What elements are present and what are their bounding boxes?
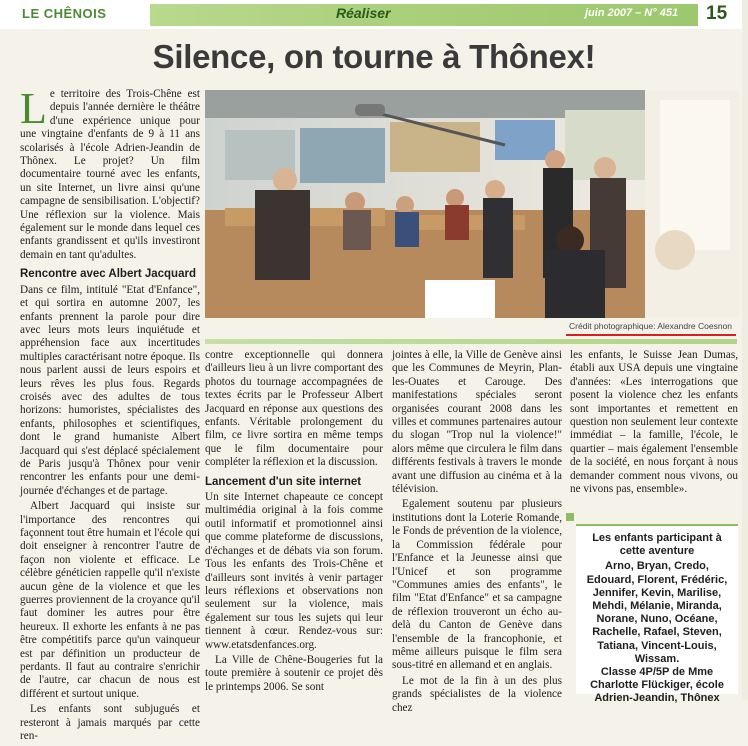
participants-names: Arno, Bryan, Credo, Edouard, Florent, Frédéric, Jennifer, Kevin, Marilise, Mehdi, Mélanie, Miranda, Norane, Nuno, Océane, Rachelle, Rafael, Steven, Tatiana, Vincent-Louis, Wissam. <box>586 560 728 665</box>
credit-underline <box>566 334 736 336</box>
subheading-site: Lancement d'un site internet <box>205 475 362 488</box>
page-number: 15 <box>706 3 728 24</box>
intro-paragraph: Le territoire des Trois-Chêne est depuis l'année dernière le théâtre d'une expérience unique pour une vingtaine d'enfants de 9 à 11 ans scolarisés à l'école Adrien-Jeandin de Thônex. Le projet? Un film documentaire tourné avec les enfants, un site Internet, un livre ainsi qu'une campagne de sensibilisation. L'objectif? Une réflexion sur la violence. Mais également sur le monde dans lequel ces enfants grandissent et qu'ils investiront demain en tant qu'adultes. <box>20 84 200 261</box>
column-4 <box>570 349 738 498</box>
paragraph: Egalement soutenu par plusieurs institutions dont la Loterie Romande, le Fonds de prévention de la violence, la Commission fédérale pour l'Enfance et la Jeunesse ainsi que l'Unicef et son programme "Communes amies des enfants", le film "Etat d'Enfance" et sa campagne de réflexion trouveront un écho au-delà du Canton de Genève dans l'ensemble de la francophonie, et même ailleurs puisque le film sera sous-titré en allemand et en anglais. <box>392 498 562 672</box>
box-title: Les enfants participant à cette aventure <box>592 532 722 558</box>
subheading-jacquard: Rencontre avec Albert Jacquard <box>20 268 196 281</box>
photo-credit: Crédit photographique: Alexandre Coesnon <box>569 321 733 331</box>
paragraph: Albert Jacquard qui insiste sur l'importance des rencontres qui façonnent tout être humain et l'école qui doit enseigner à rencontrer l'autre de façon non violente et efficace. Le célèbre généticien rappelle qu'il n'existe aucun gène de la violence et que les guerres proviennent de la croyance qu'il faut dominer les autres pour être heureux. Il exhorte les enfants à ne pas être compétitifs parce qu'un vainqueur est par définition un producteur de perdants. Il faut au contraire s'enrichir de l'autre, car chacun de nous est différent et surtout unique. <box>20 500 200 700</box>
paragraph: Les enfants sont subjugués et resteront à jamais marqués par cette ren- <box>20 703 200 743</box>
section-title: Réaliser <box>336 5 391 21</box>
box-marker <box>566 513 574 521</box>
paragraph: Un site Internet chapeaute ce concept multimédia original à la fois comme outil informatif et promotionnel ainsi que comme plateforme de discussions, d'échanges et de débats via son forum. Tous les enfants des Trois-Chêne et d'ailleurs sont invités à venir partager leurs réflexions et observations non seulement sur la violence, mais également sur tous les sujets qui leur tiennent à cœur. Rendez-vous sur: www.etatsdenfances.org. <box>205 491 383 651</box>
page-edge <box>742 0 748 700</box>
class-info: Classe 4P/5P de Mme Charlotte Flückiger, école Adrien-Jeandin, Thônex <box>590 666 724 705</box>
column-1 <box>20 84 200 746</box>
paragraph: les enfants, le Suisse Jean Dumas, établi aux USA depuis une vingtaine d'années: «Les interrogations que posent la violence chez les enfants sont importantes et remettent en question non seulement leur contexte immédiat – la famille, l'école, le quartier – mais également l'ensemble de la société, en nous forçant à nous demander comment nous vivons, ou ne vivons pas, ensemble». <box>570 349 738 496</box>
paragraph: jointes à elle, la Ville de Genève ainsi que les Communes de Meyrin, Plan-les-Ouates et Carouge. Des manifestations spéciales seront organisées courant 2008 dans les villes et communes partenaires autour du slogan "Trop nul la violence!" alors même que circulera le film dans différents festivals à travers le monde avant une diffusion au cinéma et à la télévision. <box>392 349 562 496</box>
divider-rule <box>205 339 737 344</box>
page-header <box>0 0 748 29</box>
classroom-photo <box>205 90 739 318</box>
issue-date: juin 2007 – N° 451 <box>585 7 679 19</box>
column-3 <box>392 349 562 717</box>
publication-name: LE CHÊNOIS <box>22 6 107 21</box>
paragraph: La Ville de Chêne-Bougeries fut la toute première à soutenir ce projet dès le printemps 2006. Se sont <box>205 653 383 693</box>
column-2 <box>205 349 383 696</box>
photo-illustration <box>205 90 739 318</box>
article-title: Silence, on tourne à Thônex! <box>152 38 596 75</box>
paragraph: Dans ce film, intitulé "Etat d'Enfance", et qui sortira en automne 2007, les enfants prennent la parole pour dire avec leurs mots leurs inquiétude et appréhension face aux incertitudes multiples caractérisant notre époque. Ils nous parlent aussi de leurs espoirs et leurs rêves les plus fous. Regards croisés avec des adultes de tous horizons: humoristes, spécialistes des enfants, philosophes et scientifiques, dont le grand humaniste Albert Jacquard qui s'est déplacé spécialement de Paris jusqu'à Thônex pour venir rencontrer les enfants pour une demi-journée d'échanges et de partage. <box>20 283 200 497</box>
drop-cap: L <box>20 84 47 133</box>
paragraph: contre exceptionnelle qui donnera d'ailleurs lieu à un livre comportant des photos du tournage accompagnées de textes écrits par le Professeur Albert Jacquard en réponse aux questions des enfants. Véritable prolongement du film, ce livre sortira en même temps que le film documentaire pour compléter la réflexion et la discussion. <box>205 349 383 469</box>
participants-box <box>576 524 738 705</box>
paragraph: Le mot de la fin à un des plus grands spécialistes de la violence chez <box>392 674 562 714</box>
